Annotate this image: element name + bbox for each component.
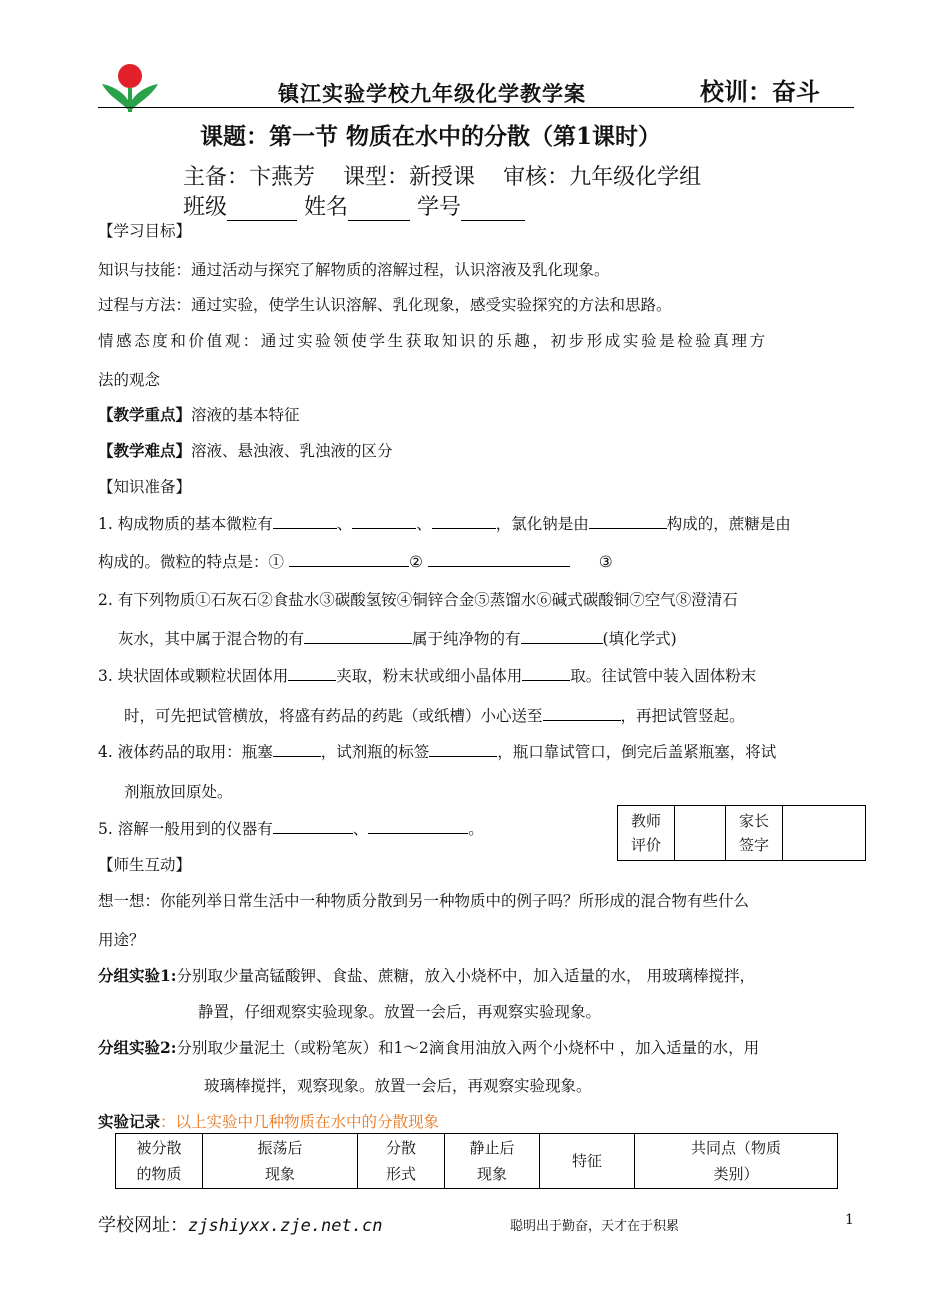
header-common-l1: 共同点（物质 (690, 1139, 781, 1157)
q3-text-b: 夹取，粉末状或细小晶体用 (336, 667, 523, 685)
prep-q5 (98, 817, 484, 839)
header-after-standing (445, 1134, 540, 1189)
header-shaking-l2: 现象 (264, 1165, 295, 1183)
header-after-shaking (203, 1134, 358, 1189)
q1-blank-3[interactable] (432, 512, 496, 529)
q4-text-c: ，瓶口靠试管口，倒完后盖紧瓶塞，将试 (497, 743, 777, 761)
header-feature-l1: 特征 (571, 1152, 602, 1170)
header-form-l1: 分散 (385, 1139, 416, 1157)
q4-blank-2[interactable] (429, 740, 497, 757)
footer-motto: 聪明出于勤奋，天才在于积累 (510, 1219, 680, 1234)
goals-heading: 【学习目标】 (98, 222, 192, 240)
evaluation-table (617, 805, 866, 861)
q5-end: 。 (468, 820, 484, 838)
q3-blank-2[interactable] (522, 664, 570, 681)
experiment-1 (98, 964, 755, 986)
q4-blank-1[interactable] (273, 740, 321, 757)
teaching-focus (98, 403, 300, 425)
record-label: 实验记录 (98, 1112, 161, 1131)
q1-text-b: ，氯化钠是由 (495, 515, 589, 533)
prep-q2-cont (118, 627, 677, 649)
q4-text-a: 4. 液体药品的取用：瓶塞 (98, 743, 273, 761)
preparer-name: 卞燕芳 (249, 165, 316, 190)
q4-text-b: ，试剂瓶的标签 (320, 743, 430, 761)
record-colon: ： (160, 1113, 176, 1131)
difficulty-text: 溶液、悬浊液、乳浊液的区分 (191, 442, 393, 460)
record-table (115, 1133, 838, 1189)
q1-text-a: 1. 构成物质的基本微粒有 (98, 515, 273, 533)
q1-blank-2[interactable] (352, 512, 416, 529)
interaction-heading: 【师生互动】 (98, 856, 192, 874)
site-label: 学校网址： (98, 1215, 188, 1236)
school-title: 镇江实验学校九年级化学教学案 (278, 81, 586, 106)
prep-heading: 【知识准备】 (98, 478, 192, 496)
school-motto: 校训：奋斗 (700, 77, 820, 106)
q5-blank-2[interactable] (368, 817, 468, 834)
header-form-l2: 形式 (385, 1165, 416, 1183)
name-blank[interactable] (348, 198, 410, 221)
reviewer-label: 审核： (503, 165, 570, 190)
teaching-difficulty (98, 439, 393, 461)
exp1-label: 分组实验1: (98, 966, 177, 985)
q1-text-e: ② (408, 553, 423, 571)
student-info (183, 190, 525, 221)
parent-sign-cell[interactable] (783, 806, 866, 861)
prep-q4 (98, 740, 776, 762)
goal-emotion-cont: 法的观念 (98, 371, 161, 389)
think-question: 想一想：你能列举日常生活中一种物质分散到另一种物质中的例子吗？所形成的混合物有些什么 (98, 892, 750, 910)
q3-text-d: 时，可先把试管横放，将盛有药品的药匙（或纸槽）小心送至 (124, 707, 543, 725)
school-logo-icon (100, 58, 160, 114)
teacher-eval-label: 教师评价 (618, 806, 675, 861)
experiment-2-cont: 玻璃棒搅拌，观察现象。放置一会后，再观察实验现象。 (204, 1077, 592, 1095)
focus-label: 【教学重点】 (98, 405, 192, 424)
experiment-2 (98, 1036, 759, 1058)
header-common-l2: 类别） (713, 1165, 759, 1183)
prep-q3 (98, 664, 756, 686)
prep-q3-cont (124, 704, 745, 726)
header-divider (98, 107, 854, 108)
record-heading (98, 1110, 439, 1132)
focus-text: 溶液的基本特征 (191, 406, 300, 424)
q2-text-b: 灰水，其中属于混合物的有 (118, 630, 305, 648)
q3-text-e: ，再把试管竖起。 (620, 707, 745, 725)
prep-q4-cont: 剂瓶放回原处。 (124, 783, 233, 801)
goal-process: 过程与方法：通过实验，使学生认识溶解、乳化现象，感受实验探究的方法和思路。 (98, 296, 672, 314)
q1-sep-2: 、 (416, 515, 432, 533)
q1-sep-1: 、 (336, 515, 353, 533)
exp2-label: 分组实验2: (98, 1038, 177, 1057)
q1-text-c: 构成的，蔗糖是由 (666, 515, 791, 533)
header-shaking-l1: 振荡后 (257, 1139, 303, 1157)
q1-blank-1[interactable] (273, 512, 337, 529)
header-dispersion-form (358, 1134, 445, 1189)
preparer-label: 主备： (183, 165, 250, 190)
q5-blank-1[interactable] (273, 817, 353, 834)
prep-q1-cont (98, 550, 613, 572)
q3-blank-3[interactable] (543, 704, 621, 721)
prep-q1 (98, 512, 791, 534)
q2-mixture-blank[interactable] (304, 627, 412, 644)
header-common-point (635, 1134, 838, 1189)
q2-text-c: 属于纯净物的有 (412, 630, 521, 648)
reviewer-name: 九年级化学组 (569, 165, 702, 190)
q3-text-a: 3. 块状固体或颗粒状固体用 (98, 667, 289, 685)
q1-feature-1[interactable] (289, 550, 409, 567)
lesson-meta (183, 160, 701, 191)
q5-sep: 、 (352, 820, 369, 838)
header-feature (540, 1134, 635, 1189)
q2-text-d: (填化学式) (602, 630, 677, 648)
q3-text-c: 取。往试管中装入固体粉末 (570, 667, 757, 685)
q1-feature-2[interactable] (428, 550, 570, 567)
q1-text-d: 构成的。微粒的特点是：① (98, 553, 285, 571)
goal-emotion: 情感态度和价值观：通过实验领使学生获取知识的乐趣，初步形成实验是检验真理方 (98, 332, 768, 350)
lesson-type: 新授课 (409, 165, 476, 190)
id-label: 学号 (417, 195, 462, 220)
id-blank[interactable] (461, 198, 525, 221)
parent-sign-label: 家长签字 (726, 806, 783, 861)
exp1-text: 分别取少量高锰酸钾、食盐、蔗糖，放入小烧杯中，加入适量的水， 用玻璃棒搅拌， (176, 967, 755, 985)
exp2-text: 分别取少量泥土（或粉笔灰）和1～2滴食用油放入两个小烧杯中 ，加入适量的水，用 (176, 1039, 760, 1057)
record-subtitle: 以上实验中几种物质在水中的分散现象 (175, 1113, 440, 1131)
header-standing-l1: 静止后 (469, 1139, 515, 1157)
q2-pure-blank[interactable] (521, 627, 603, 644)
page-number: 1 (845, 1212, 854, 1228)
type-label: 课型： (343, 165, 410, 190)
prep-q2: 2. 有下列物质①石灰石②食盐水③碳酸氢铵④铜锌合金⑤蒸馏水⑥碱式碳酸铜⑦空气⑧澄清石 (98, 591, 738, 609)
q1-text-f: ③ (598, 553, 613, 571)
footer-website (98, 1211, 382, 1237)
name-label: 姓名 (304, 195, 349, 220)
q1-blank-4[interactable] (589, 512, 667, 529)
goal-knowledge: 知识与技能：通过活动与探究了解物质的溶解过程，认识溶液及乳化现象。 (98, 261, 610, 279)
teacher-eval-cell[interactable] (675, 806, 726, 861)
q5-text-a: 5. 溶解一般用到的仪器有 (98, 820, 273, 838)
header-dispersed-l2: 的物质 (136, 1165, 182, 1183)
think-question-cont: 用途？ (98, 931, 145, 949)
site-url[interactable]: zjshiyxx.zje.net.cn (188, 1216, 383, 1236)
class-blank[interactable] (227, 198, 297, 221)
header-dispersed-l1: 被分散 (136, 1139, 182, 1157)
difficulty-label: 【教学难点】 (98, 441, 192, 460)
class-label: 班级 (183, 195, 228, 220)
q3-blank-1[interactable] (288, 664, 336, 681)
record-header-row (116, 1134, 838, 1189)
header-dispersed-substance (116, 1134, 203, 1189)
header-standing-l2: 现象 (476, 1165, 507, 1183)
lesson-title: 课题：第一节 物质在水中的分散（第1课时） (200, 123, 662, 150)
experiment-1-cont: 静置，仔细观察实验现象。放置一会后，再观察实验现象。 (198, 1003, 602, 1021)
